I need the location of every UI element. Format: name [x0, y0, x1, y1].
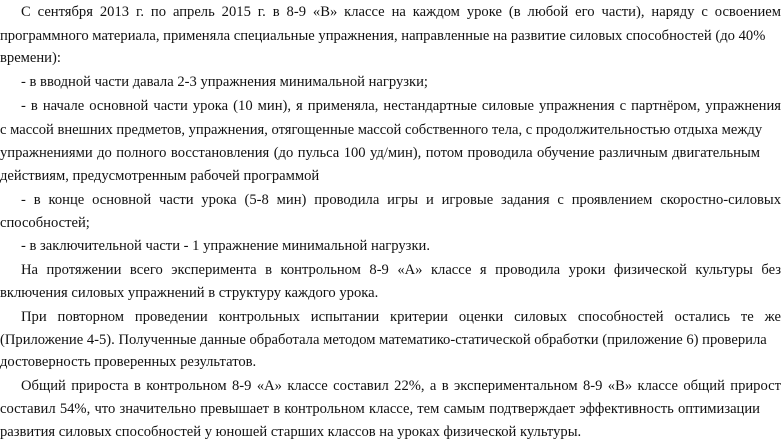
list-item-end-line-2: способностей;: [0, 215, 90, 231]
paragraph-1-line-1: С сентября 2013 г. по апрель 2015 г. в 8-9 «В» классе на каждом уроке (в любой его части), наряду с освоением: [21, 4, 781, 20]
paragraph-4-line-2: составил 54%, что значительно превышает в контрольном классе, тем самым подтверждает эффективность оптимизации: [0, 401, 760, 417]
paragraph-4-line-3: развития силовых способностей у юношей старших классов на уроках физической культуры.: [0, 424, 582, 440]
list-item-end-line-1: - в конце основной части урока (5-8 мин) проводила игры и игровые задания с проявлением скоростно-силовых: [21, 192, 781, 208]
list-item-main-line-1: - в начале основной части урока (10 мин), я применяла, нестандартные силовые упражнения с партнёром, упражнения: [21, 98, 781, 114]
list-item-final: - в заключительной части - 1 упражнение минимальной нагрузки.: [21, 238, 430, 254]
paragraph-3-line-1: При повторном проведении контрольных испытании критерии оценки силовых способностей остались те же: [21, 309, 781, 325]
paragraph-1-line-3: времени):: [0, 50, 61, 66]
list-item-intro: - в вводной части давала 2-3 упражнения минимальной нагрузки;: [21, 74, 428, 90]
paragraph-3-line-3: достоверность проверенных результатов.: [0, 354, 257, 370]
paragraph-2-line-2: включения силовых упражнений в структуру каждого урока.: [0, 285, 379, 301]
list-item-main-line-3: упражнениями до полного восстановления (до пульса 100 уд/мин), потом проводила обучение различным двигательным: [0, 145, 760, 161]
paragraph-1-line-2: программного материала, применяла специальные упражнения, направленные на развитие силовых способностей (до 40%: [0, 28, 766, 44]
paragraph-2-line-1: На протяжении всего эксперимента в контрольном 8-9 «А» классе я проводила уроки физической культуры без: [21, 262, 781, 278]
paragraph-3-line-2: (Приложение 4-5). Полученные данные обработала методом математико-статической обработки (приложение 6) проверила: [0, 332, 767, 348]
list-item-main-line-2: с массой внешних предметов, упражнения, отягощенные массой собственного тела, с продолжительностью отдыха между: [0, 122, 763, 138]
paragraph-4-line-1: Общий прироста в контрольном 8-9 «А» классе составил 22%, а в экспериментальном 8-9 «В» классе общий прирост: [21, 378, 781, 394]
list-item-main-line-4: действиям, предусмотренным рабочей программой: [0, 168, 320, 184]
